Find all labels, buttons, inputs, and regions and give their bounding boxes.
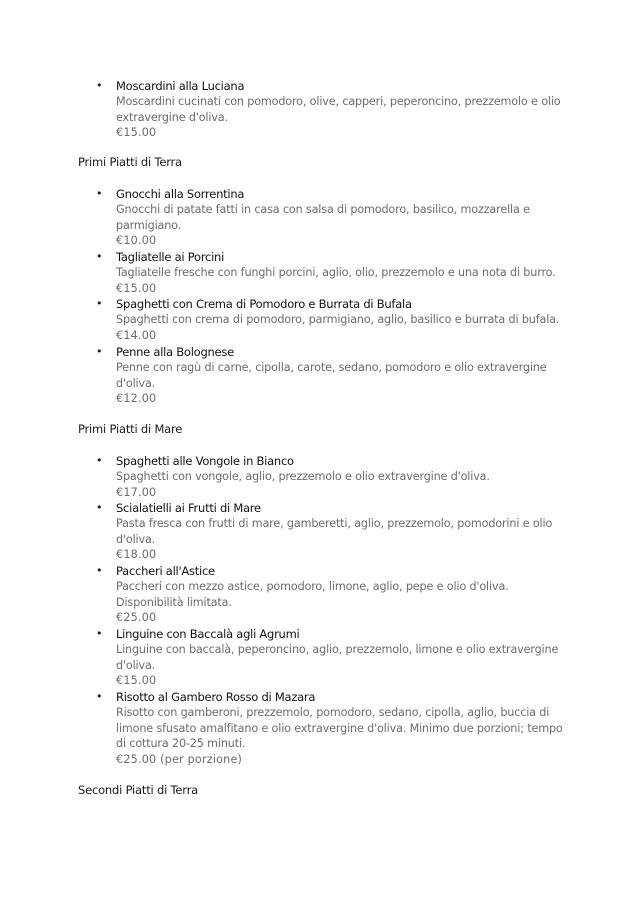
- bullet-icon: •: [96, 690, 103, 703]
- section-heading-primi-mare: Primi Piatti di Mare: [78, 422, 183, 436]
- menu-item: [96, 689, 566, 767]
- item-price: €12.00: [116, 392, 157, 406]
- item-price: €17.00: [116, 485, 157, 499]
- item-description: Risotto con gamberoni, prezzemolo, pomodoro, sedano, cipolla, aglio, buccia di limone sfusato amalfitano e olio extravergine d'oliva. Minimo due porzioni; tempo di cottura 20-25 minuti.: [116, 706, 563, 751]
- bullet-icon: •: [96, 250, 103, 263]
- bullet-icon: •: [96, 187, 103, 200]
- item-description: Paccheri con mezzo astice, pomodoro, limone, aglio, pepe e olio d'oliva. Disponibilità limitata.: [116, 580, 509, 609]
- item-description: Spaghetti con vongole, aglio, prezzemolo e olio extravergine d'oliva.: [116, 470, 490, 483]
- item-name: Risotto al Gambero Rosso di Mazara: [116, 690, 316, 704]
- bullet-icon: •: [96, 501, 103, 514]
- menu-item: [96, 296, 566, 343]
- item-name: Spaghetti con Crema di Pomodoro e Burrata di Bufala: [116, 297, 412, 311]
- item-name: Paccheri all'Astice: [116, 564, 215, 578]
- bullet-icon: •: [96, 345, 103, 358]
- item-name: Moscardini alla Luciana: [116, 79, 245, 93]
- bullet-icon: •: [96, 564, 103, 577]
- section-heading-primi-terra: Primi Piatti di Terra: [78, 155, 182, 169]
- item-description: Moscardini cucinati con pomodoro, olive, capperi, peperoncino, prezzemolo e olio extravergine d'oliva.: [116, 95, 561, 124]
- item-name: Linguine con Baccalà agli Agrumi: [116, 627, 300, 641]
- menu-item: [96, 249, 566, 296]
- item-price: €15.00: [116, 281, 157, 295]
- bullet-icon: •: [96, 297, 103, 310]
- menu-item: [96, 186, 566, 249]
- bullet-icon: •: [96, 79, 103, 92]
- item-name: Penne alla Bolognese: [116, 345, 234, 359]
- bullet-icon: •: [96, 454, 103, 467]
- item-name: Scialatielli ai Frutti di Mare: [116, 501, 261, 515]
- menu-item: [96, 344, 566, 407]
- item-name: Gnocchi alla Sorrentina: [116, 187, 245, 201]
- menu-item: [96, 500, 566, 563]
- menu-item: [96, 626, 566, 689]
- item-description: Gnocchi di patate fatti in casa con salsa di pomodoro, basilico, mozzarella e parmigiano.: [116, 203, 530, 232]
- item-description: Penne con ragù di carne, cipolla, carote, sedano, pomodoro e olio extravergine d'oliva.: [116, 361, 547, 390]
- item-price: €25.00: [116, 611, 157, 625]
- item-price: €18.00: [116, 548, 157, 562]
- item-price: €25.00 (per porzione): [116, 752, 243, 766]
- item-description: Spaghetti con crema di pomodoro, parmigiano, aglio, basilico e burrata di bufala.: [116, 313, 560, 326]
- menu-item: [96, 78, 566, 141]
- item-price: €10.00: [116, 234, 157, 248]
- item-price: €15.00: [116, 126, 157, 140]
- item-description: Pasta fresca con frutti di mare, gamberetti, aglio, prezzemolo, pomodorini e olio d'oliva.: [116, 517, 553, 546]
- section-heading-secondi-terra: Secondi Piatti di Terra: [78, 783, 198, 797]
- item-description: Linguine con baccalà, peperoncino, aglio, prezzemolo, limone e olio extravergine d'oliva.: [116, 643, 559, 672]
- menu-item: [96, 453, 566, 500]
- item-name: Tagliatelle ai Porcini: [116, 250, 225, 264]
- item-price: €14.00: [116, 328, 157, 342]
- item-price: €15.00: [116, 674, 157, 688]
- item-name: Spaghetti alle Vongole in Bianco: [116, 454, 294, 468]
- bullet-icon: •: [96, 627, 103, 640]
- item-description: Tagliatelle fresche con funghi porcini, aglio, olio, prezzemolo e una nota di burro.: [116, 266, 556, 279]
- menu-item: [96, 563, 566, 626]
